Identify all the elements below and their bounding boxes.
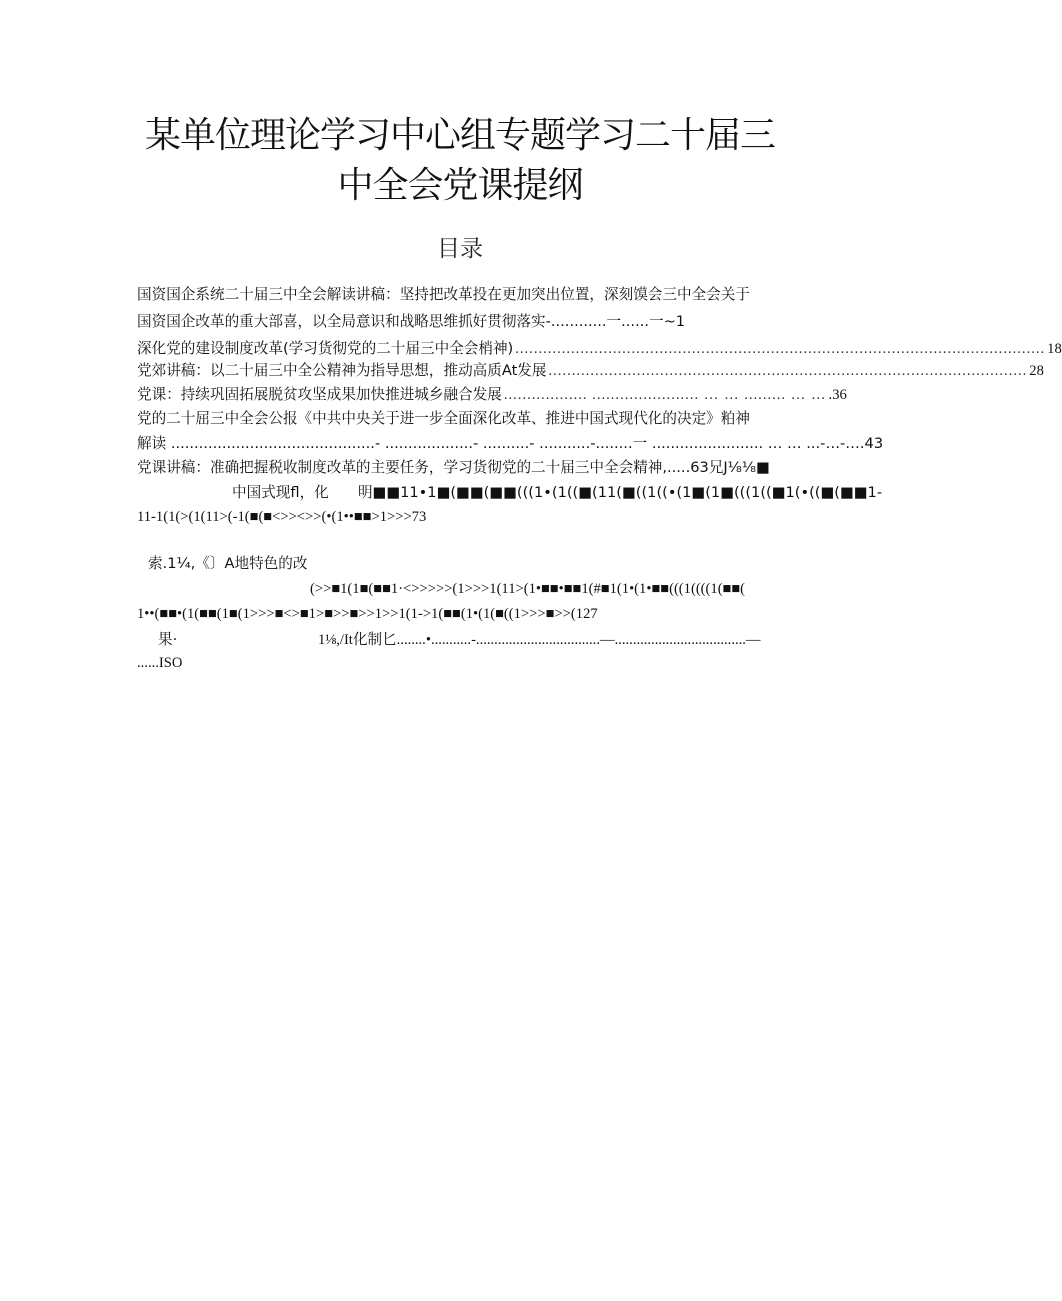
toc-entry-3-title: 党郊讲稿：以二十届三中全公精神为指导思想，推动高质At发展 — [137, 362, 547, 379]
toc-entry-5-line-2[interactable]: 解读 ............................................- ...................- ..........- ...........-........一 ........................ … … ...-…-….43 — [137, 435, 884, 452]
toc-entry-3-page: 28 — [1029, 363, 1044, 379]
toc-entry-3-leader: ....................................................................................................... — [548, 363, 1028, 379]
toc-entry-2-title: 深化党的建设制度改革(学习货彻党的二十届三中全会梢神) — [137, 340, 514, 357]
toc-entry-4-title: 党课：持续巩固拓展脱贫攻坚成果加快推进城乡融合发展 — [137, 386, 502, 403]
ocr-fragment-4-right: 1⅛,/It化制匕........•...........-..................................—....................................— — [318, 632, 761, 648]
document-title-line-1: 某单位理论学习中心组专题学习二十届三 — [144, 115, 775, 156]
ocr-fragment-4-left: 果· — [158, 631, 178, 648]
document-title-line-2: 中全会党课提纲 — [337, 165, 583, 206]
ocr-fragment-1: 索.1¼,《〕A地特色的改 — [148, 555, 308, 572]
toc-entry-6-line-2[interactable]: 中国式现fl，化 明■■11•1■(■■(■■(((1•(1((■(11(■((1((•(1■(1■(((1((■1(•((■(■■1- — [232, 484, 883, 501]
toc-heading: 目录 — [437, 236, 483, 262]
toc-entry-6-line-3[interactable]: 11-1(1(>(1(11>(-1(■(■<>><>>(•(1••■■>1>>>73 — [137, 509, 427, 525]
toc-entry-4[interactable] — [137, 384, 847, 406]
toc-entry-3[interactable] — [137, 360, 1044, 382]
ocr-fragment-2: (>>■1(1■(■■1·<>>>>>(1>>>1(11>(1•■■•■■1(#■1(1•(1•■■(((1((((1(■■( — [310, 581, 746, 597]
toc-entry-1-line-1[interactable]: 国资国企系统二十届三中全会解读讲稿：坚持把改革投在更加突出位置，深刻馍会三中全会关于 — [137, 286, 750, 303]
toc-entry-4-page: .36 — [828, 387, 847, 403]
toc-entry-2-leader: .................................................................................................................. — [515, 341, 1046, 357]
toc-entry-6-line-1[interactable]: 党课讲稿：准确把握税收制度改革的主要任务，学习货彻党的二十届三中全会精神,.....63兄J⅛⅛■ — [137, 459, 770, 476]
toc-entry-2[interactable] — [137, 338, 1062, 360]
toc-entry-4-leader: .................. ....................... … … ......... … … — [503, 387, 827, 403]
ocr-fragment-3: 1••(■■•(1(■■(1■(1>>>■<>■1>■>>■>>1>>1(1->1(■■(1•(1(■((1>>>■>>(127 — [137, 606, 598, 622]
toc-entry-1-line-2[interactable]: 国资国企改革的重大部喜，以全局意识和战略思维抓好贯彻落实-............一......一~1 — [137, 313, 686, 330]
toc-entry-5-line-1[interactable]: 党的二十屈三中全会公报《中共中央关于进一步全面深化改革、推进中国式现代化的决定》粕神 — [137, 410, 750, 427]
toc-entry-2-page: 18 — [1047, 341, 1062, 357]
ocr-fragment-5: ......ISO — [137, 655, 183, 671]
